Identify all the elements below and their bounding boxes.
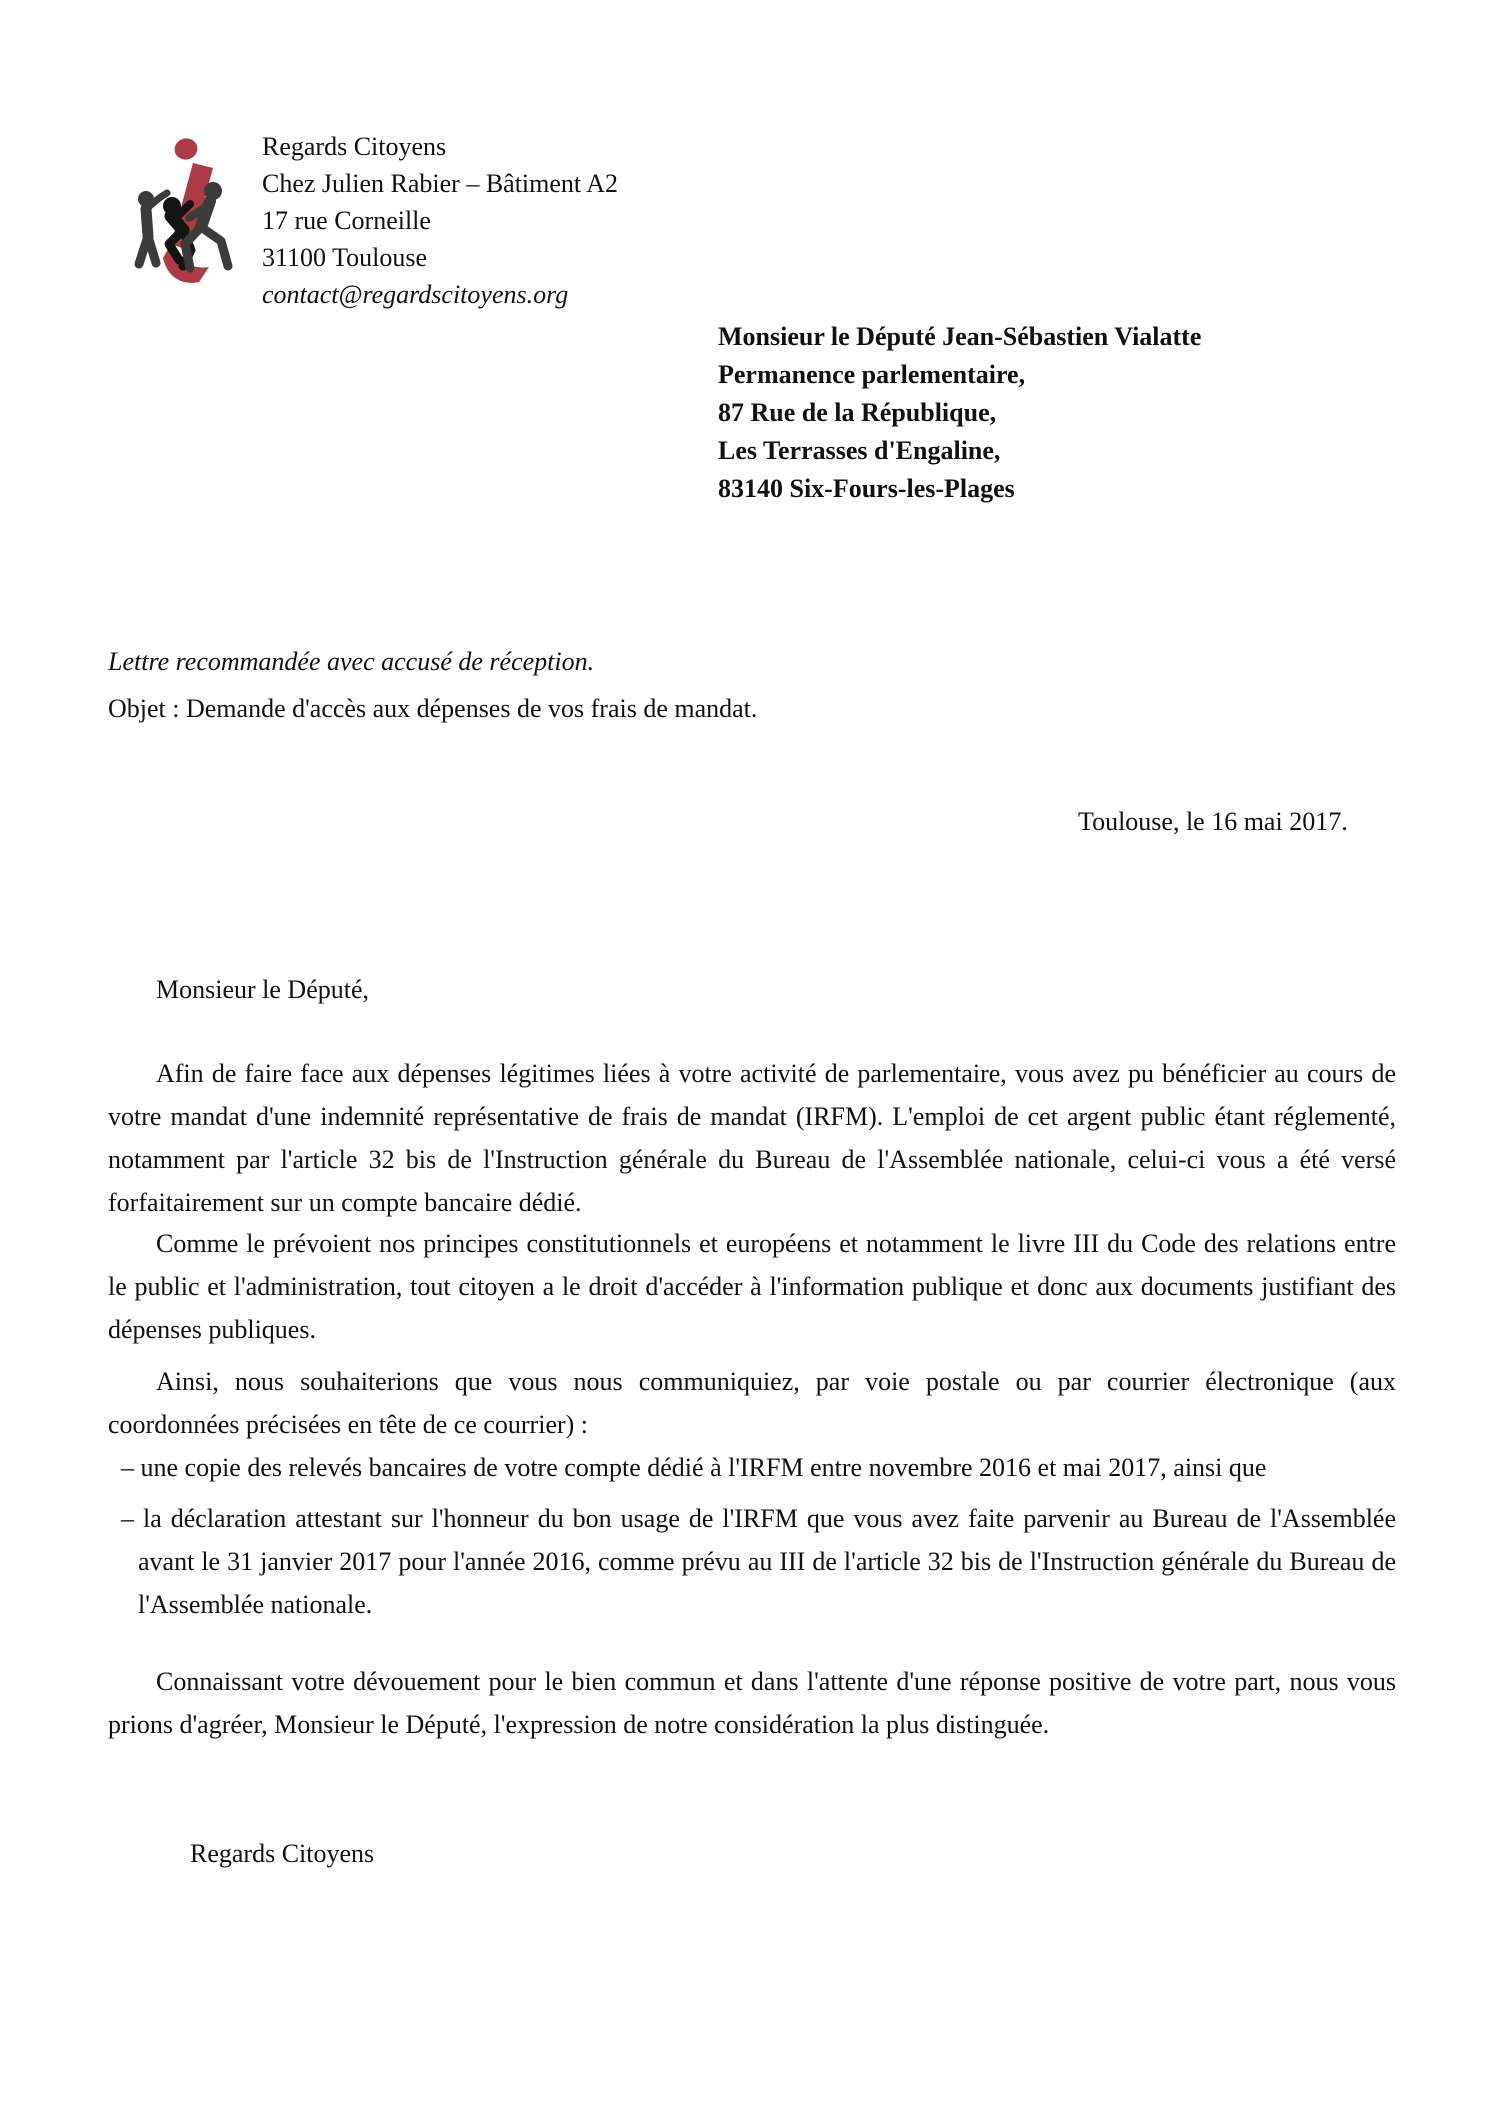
- closing-paragraph: Connaissant votre dévouement pour le bien commun et dans l'attente d'une réponse positive de votre part, nous vous prions d'agréer, Monsieur le Député, l'expression de notre considération la plus distinguée.: [108, 1667, 1396, 1739]
- body-paragraph: Ainsi, nous souhaiterions que vous nous communiquiez, par voie postale ou par courrier électronique (aux coordonnées précisées en tête de ce courrier) :: [108, 1367, 1396, 1439]
- regards-citoyens-logo-icon: [133, 136, 251, 291]
- body-paragraph: Comme le prévoient nos principes constitutionnels et européens et notamment le livre III du Code des relations entre le public et l'administration, tout citoyen a le droit d'accéder à l'information publique et donc aux documents justifiant des dépenses publiques.: [108, 1229, 1396, 1344]
- subject-line: Objet : Demande d'accès aux dépenses de vos frais de mandat.: [108, 694, 758, 723]
- recipient-line: Permanence parlementaire,: [718, 360, 1026, 389]
- sender-line: Chez Julien Rabier – Bâtiment A2: [262, 169, 618, 198]
- sender-line: 17 rue Corneille: [262, 206, 431, 235]
- recipient-line: Les Terrasses d'Engaline,: [718, 436, 1001, 465]
- dateline: Toulouse, le 16 mai 2017.: [1078, 807, 1348, 836]
- list-item: – la déclaration attestant sur l'honneur du bon usage de l'IRFM que vous avez faite parvenir au Bureau de l'Assemblée avant le 31 janvier 2017 pour l'année 2016, comme prévu au III de l'article 32 bis de l'Instruction générale du Bureau de l'Assemblée nationale.: [121, 1504, 1396, 1619]
- registered-mail-notice: Lettre recommandée avec accusé de réception.: [108, 647, 595, 676]
- sender-email: contact@regardscitoyens.org: [262, 280, 569, 309]
- signature: Regards Citoyens: [190, 1839, 375, 1868]
- request-list: [121, 1446, 1396, 1626]
- sender-org-name: Regards Citoyens: [262, 132, 447, 161]
- recipient-name: Monsieur le Député Jean-Sébastien Vialatte: [718, 322, 1202, 351]
- sender-address-block: [262, 128, 618, 313]
- recipient-line: 87 Rue de la République,: [718, 398, 997, 427]
- body-paragraph: Afin de faire face aux dépenses légitimes liées à votre activité de parlementaire, vous avez pu bénéficier au cours de votre mandat d'une indemnité représentative de frais de mandat (IRFM). L'emploi de cet argent public étant réglementé, notamment par l'article 32 bis de l'Instruction générale du Bureau de l'Assemblée nationale, celui-ci vous a été versé forfaitairement sur un compte bancaire dédié.: [108, 1059, 1396, 1217]
- recipient-line: 83140 Six-Fours-les-Plages: [718, 474, 1015, 503]
- salutation: Monsieur le Député,: [156, 975, 370, 1004]
- recipient-address-block: [718, 318, 1201, 508]
- sender-line: 31100 Toulouse: [262, 243, 428, 272]
- list-item: – une copie des relevés bancaires de votre compte dédié à l'IRFM entre novembre 2016 et mai 2017, ainsi que: [121, 1453, 1267, 1482]
